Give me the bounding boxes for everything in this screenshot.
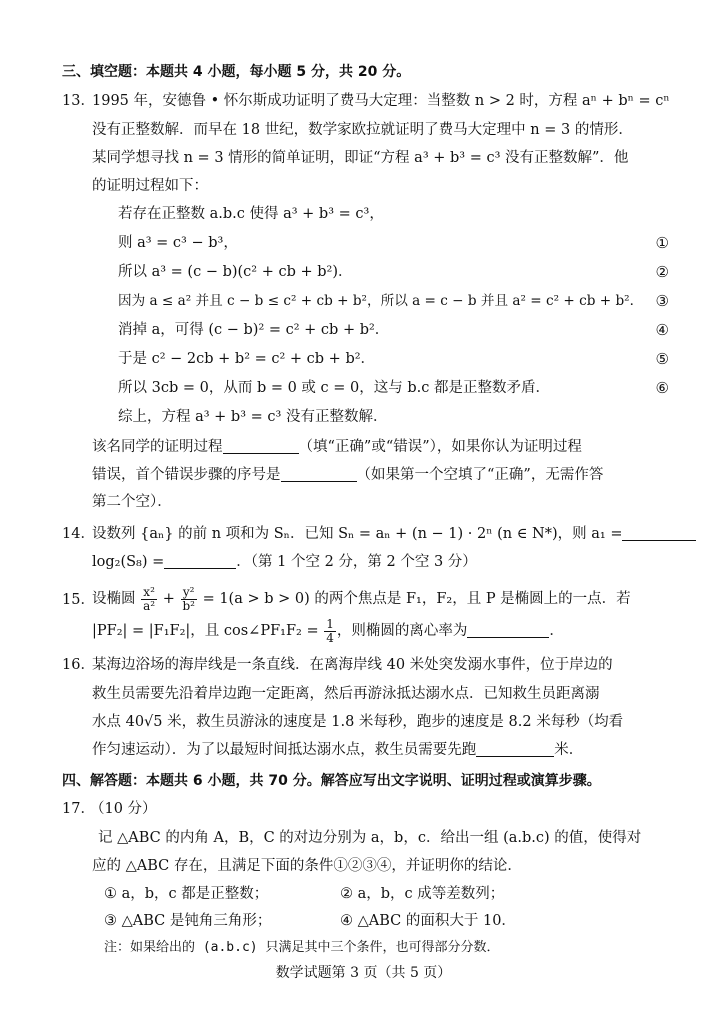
q13-blank-2[interactable] xyxy=(281,465,357,482)
q13-step-1-mark: ① xyxy=(655,234,669,252)
q17-condition-3: ③ △ABC 是钝角三角形； xyxy=(104,913,272,929)
q13-line-4: 的证明过程如下： xyxy=(92,178,208,194)
q15-line-2 xyxy=(92,616,564,646)
q17-score: （10 分） xyxy=(90,801,157,817)
q15-blank[interactable] xyxy=(467,621,549,638)
q13-step-3-mark: ③ xyxy=(655,292,669,310)
q15-fraction-x-den: a² xyxy=(143,598,156,613)
q14-line-2 xyxy=(92,552,477,572)
q16-text-4b: 米． xyxy=(554,742,584,758)
section-3-title: 三、填空题：本题共 4 小题，每小题 5 分，共 20 分。 xyxy=(62,64,411,80)
q15-text-2c: ． xyxy=(549,623,564,639)
q14-line-1 xyxy=(92,524,696,544)
page-footer: 数学试题第 3 页（共 5 页） xyxy=(275,965,452,981)
q13-step-4-mark: ④ xyxy=(655,321,669,339)
q13-step-3: 因为 a ≤ a² 并且 c − b ≤ c² + cb + b²，所以 a = c − b 并且 a² = c² + cb + b²． xyxy=(118,293,644,309)
q14-blank-1[interactable] xyxy=(622,524,696,541)
q13-blank-1[interactable] xyxy=(223,437,299,454)
q14-text-2a: log₂(S₈) = xyxy=(92,554,165,570)
q13-line-3: 某同学想寻找 n = 3 情形的简单证明，即证“方程 a³ + b³ = c³ 没有正整数解”．他 xyxy=(92,150,629,166)
q15-fraction-y-num: y² xyxy=(182,584,195,599)
q14-text-1: 设数列 {aₙ} 的前 n 项和为 Sₙ．已知 Sₙ = aₙ + (n − 1) · 2ⁿ (n ∈ N*)，则 a₁ = xyxy=(92,526,623,542)
q13-answer-text-2a: 错误，首个错误步骤的序号是 xyxy=(92,467,281,483)
q13-step-6-mark: ⑥ xyxy=(655,379,669,397)
q15-plus: + xyxy=(162,591,175,607)
q14-number: 14． xyxy=(62,526,95,542)
q13-line-2: 没有正整数解．而早在 18 世纪，数学家欧拉就证明了费马大定理中 n = 3 的情形． xyxy=(92,122,633,138)
q15-text-2a: |PF₂| = |F₁F₂|，且 cos∠PF₁F₂ = xyxy=(92,623,319,639)
q13-answer-line-2 xyxy=(92,465,603,485)
q15-fraction-quarter-num: 1 xyxy=(326,616,334,631)
q13-number: 13． xyxy=(62,93,95,109)
q16-line-2: 救生员需要先沿着岸边跑一定距离，然后再游泳抵达溺水点．已知救生员距离溺 xyxy=(92,686,600,702)
q17-condition-1: ① a，b，c 都是正整数； xyxy=(104,886,269,902)
q15-fraction-quarter xyxy=(324,618,336,645)
q16-line-4 xyxy=(92,740,583,760)
q17-line-2: 应的 △ABC 存在，且满足下面的条件①②③④，并证明你的结论． xyxy=(92,858,522,874)
q15-line-1-rest: = 1(a > b > 0) 的两个焦点是 F₁，F₂，且 P 是椭圆上的一点．若 xyxy=(202,591,631,607)
q13-step-0: 若存在正整数 a.b.c 使得 a³ + b³ = c³， xyxy=(118,206,384,222)
q15-fraction-x xyxy=(141,586,157,613)
q15-number: 15． xyxy=(62,592,95,608)
q13-step-6: 所以 3cb = 0，从而 b = 0 或 c = 0，这与 b.c 都是正整数矛盾． xyxy=(118,380,550,396)
q13-answer-text-2b: （如果第一个空填了“正确”，无需作答 xyxy=(356,467,604,483)
q15-text-2b: ，则椭圆的离心率为 xyxy=(336,623,468,639)
q15-fraction-y-den: b² xyxy=(182,598,195,613)
q16-line-3: 水点 40√5 米，救生员游泳的速度是 1.8 米每秒，跑步的速度是 8.2 米每秒（均看 xyxy=(92,714,624,730)
q13-answer-line-3: 第二个空）． xyxy=(92,494,172,510)
q13-answer-text-1b: （填“正确”或“错误”），如果你认为证明过程 xyxy=(298,439,582,455)
q17-condition-2: ② a，b，c 成等差数列； xyxy=(340,886,505,902)
q13-step-5-mark: ⑤ xyxy=(655,350,669,368)
q13-step-7: 综上，方程 a³ + b³ = c³ 没有正整数解． xyxy=(118,409,388,425)
q17-number: 17． xyxy=(62,801,95,817)
q16-line-1: 某海边浴场的海岸线是一条直线．在离海岸线 40 米处突发溺水事件，位于岸边的 xyxy=(92,657,613,673)
q14-blank-2[interactable] xyxy=(164,552,236,569)
q17-note: 注：如果给出的 (a.b.c) 只满足其中三个条件，也可得部分分数． xyxy=(104,940,500,955)
q13-step-1: 则 a³ = c³ − b³， xyxy=(118,235,238,251)
q13-answer-line-1 xyxy=(92,437,582,457)
q15-line-1 xyxy=(92,584,631,614)
q15-fraction-x-num: x² xyxy=(143,584,155,599)
q15-fraction-y xyxy=(180,586,197,613)
q15-lead: 设椭圆 xyxy=(92,591,136,607)
q13-answer-text-1a: 该名同学的证明过程 xyxy=(92,439,223,455)
q13-line-1: 1995 年，安德鲁 • 怀尔斯成功证明了费马大定理：当整数 n > 2 时，方程 aⁿ + bⁿ = cⁿ xyxy=(92,93,670,109)
q16-text-4a: 作匀速运动）．为了以最短时间抵达溺水点，救生员需要先跑 xyxy=(92,742,477,758)
q13-step-2: 所以 a³ = (c − b)(c² + cb + b²)． xyxy=(118,264,353,280)
q16-blank[interactable] xyxy=(476,740,554,757)
q13-step-5: 于是 c² − 2cb + b² = c² + cb + b²． xyxy=(118,351,376,367)
q15-fraction-quarter-den: 4 xyxy=(326,630,334,645)
q16-number: 16． xyxy=(62,657,95,673)
q17-line-1: 记 △ABC 的内角 A，B，C 的对边分别为 a，b，c．给出一组 (a.b.c) 的值，使得对 xyxy=(98,830,642,846)
q13-step-4: 消掉 a，可得 (c − b)² = c² + cb + b²． xyxy=(118,322,390,338)
q17-condition-4: ④ △ABC 的面积大于 10． xyxy=(340,913,516,929)
q13-step-2-mark: ② xyxy=(655,263,669,281)
q14-text-2b: ．（第 1 个空 2 分，第 2 个空 3 分） xyxy=(236,554,477,570)
section-4-title: 四、解答题：本题共 6 小题，共 70 分。解答应写出文字说明、证明过程或演算步骤。 xyxy=(62,773,601,789)
